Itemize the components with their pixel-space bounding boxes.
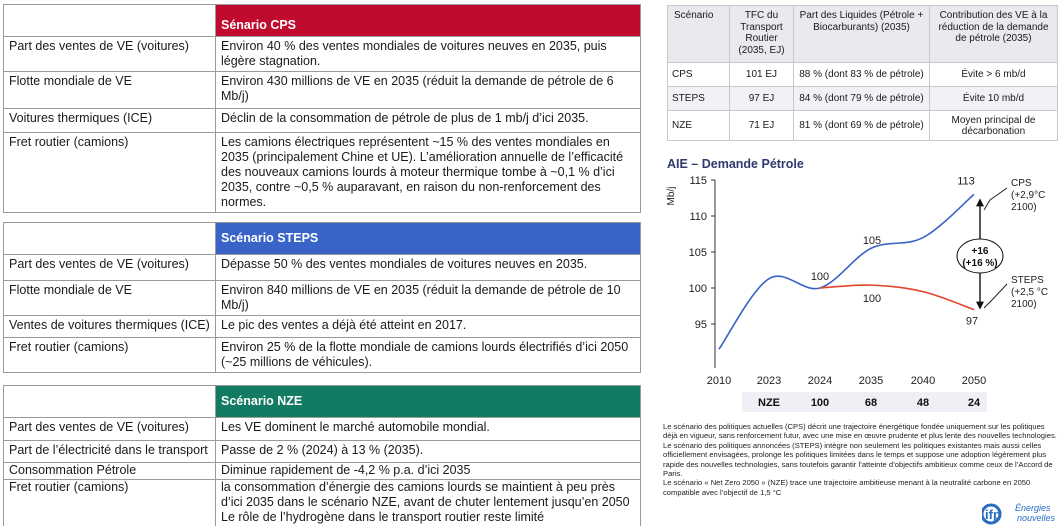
nze-row-value: la consommation d’énergie des camions lourds se maintient à peu près d’ici 2035 dans le scénario NZE, avant de chuter lentement jusqu’en 2050 Le rôle de l’hydrogène dans le transport routier reste limité bbox=[216, 480, 641, 526]
steps-row-key: Flotte mondiale de VE bbox=[4, 281, 216, 316]
data-label: 100 bbox=[862, 293, 882, 305]
comparison-cell: 101 EJ bbox=[730, 63, 794, 87]
cps-row-key: Flotte mondiale de VE bbox=[4, 72, 216, 109]
steps-row-key: Fret routier (camions) bbox=[4, 338, 216, 373]
cps-row-key: Fret routier (camions) bbox=[4, 133, 216, 213]
series-label-cps: CPS bbox=[1011, 178, 1032, 189]
comparison-header: TFC du Transport Routier (2035, EJ) bbox=[730, 6, 794, 63]
cps-row-value: Les camions électriques représentent ~15 % des ventes mondiales en 2035 (principalement Chine et UE). L’amélioration annuelle de l’efficacité des nouveaux camions lourds à moteur thermique tombe à ~0,1 % d’ici 2035, contre ~0,5 % auparavant, en raison du non-renforcement des normes. bbox=[216, 133, 641, 213]
y-tick-label: 100 bbox=[688, 283, 707, 295]
note-nze: Le scénario « Net Zero 2050 » (NZE) trace une trajectoire ambitieuse menant à la neutralité carbone en 2050 compatible avec l’objectif de 1,5 °C bbox=[663, 478, 1031, 497]
series-label-steps: (+2,5 °C bbox=[1011, 287, 1049, 298]
gap-arrow-head-icon bbox=[976, 302, 984, 310]
nze-row-value: 24 bbox=[967, 397, 981, 409]
y-tick-label: 110 bbox=[689, 211, 707, 223]
scenario-notes bbox=[663, 422, 1058, 497]
nze-header: Scénario NZE bbox=[216, 386, 641, 418]
x-tick-label: 2050 bbox=[961, 375, 987, 387]
comparison-header: Contribution des VE à la réduction de la demande de pétrole (2035) bbox=[930, 6, 1058, 63]
y-axis-label: Mb/j bbox=[666, 186, 677, 206]
cps-row-value: Environ 40 % des ventes mondiales de voitures neuves en 2035, puis légère stagnation. bbox=[216, 37, 641, 72]
nze-row-value: 48 bbox=[916, 397, 930, 409]
nze-row-key: Fret routier (camions) bbox=[4, 480, 216, 526]
series-label-steps: 2100) bbox=[1011, 299, 1037, 310]
comparison-cell: 97 EJ bbox=[730, 87, 794, 111]
logo-mark: ifp bbox=[985, 507, 1001, 522]
steps-header: Scénario STEPS bbox=[216, 223, 641, 255]
comparison-cell: NZE bbox=[668, 111, 730, 141]
gap-annotation-value: +16 bbox=[971, 246, 989, 257]
steps-row-value: Environ 25 % de la flotte mondiale de camions lourds électrifiés d’ici 2050 (~25 millions de véhicules). bbox=[216, 338, 641, 373]
cps-row-key: Part des ventes de VE (voitures) bbox=[4, 37, 216, 72]
series-label-steps: STEPS bbox=[1011, 275, 1044, 286]
nze-row-value: Les VE dominent le marché automobile mondial. bbox=[216, 418, 641, 441]
cps-row-value: Environ 430 millions de VE en 2035 (réduit la demande de pétrole de 6 Mb/j) bbox=[216, 72, 641, 109]
series-label-cps: 2100) bbox=[1011, 202, 1037, 213]
y-tick-label: 115 bbox=[689, 175, 707, 187]
steps-row-value: Environ 840 millions de VE en 2035 (réduit la demande de pétrole de 10 Mb/j) bbox=[216, 281, 641, 316]
comparison-cell: 88 % (dont 83 % de pétrole) bbox=[794, 63, 930, 87]
comparison-cell: CPS bbox=[668, 63, 730, 87]
chart-title: AIE – Demande Pétrole bbox=[667, 157, 804, 171]
nze-row-label: NZE bbox=[758, 397, 780, 409]
cps-row-key: Voitures thermiques (ICE) bbox=[4, 109, 216, 133]
nze-row-key: Consommation Pétrole bbox=[4, 463, 216, 480]
x-tick-label: 2023 bbox=[756, 375, 782, 387]
logo-line2: nouvelles bbox=[1017, 513, 1056, 523]
series-line-cps bbox=[719, 194, 974, 349]
steps-row-value: Dépasse 50 % des ventes mondiales de voitures neuves en 2035. bbox=[216, 255, 641, 281]
nze-row-value: 100 bbox=[810, 397, 830, 409]
nze-row-key: Part de l’électricité dans le transport bbox=[4, 441, 216, 463]
logo-line1: Énergies bbox=[1015, 503, 1051, 513]
comparison-cell: 71 EJ bbox=[730, 111, 794, 141]
nze-row-value: Diminue rapidement de -4,2 % p.a. d’ici 2035 bbox=[216, 463, 641, 480]
comparison-header: Part des Liquides (Pétrole + Biocarburants) (2035) bbox=[794, 6, 930, 63]
gap-annotation-percent: (+16 %) bbox=[962, 258, 998, 269]
nze-row-value: Passe de 2 % (2024) à 13 % (2035). bbox=[216, 441, 641, 463]
ifp-logo bbox=[982, 500, 1058, 526]
data-label: 113 bbox=[957, 175, 975, 188]
series-label-connector bbox=[984, 188, 1007, 210]
comparison-cell: Moyen principal de décarbonation bbox=[930, 111, 1058, 141]
comparison-cell: 81 % (dont 69 % de pétrole) bbox=[794, 111, 930, 141]
comparison-cell: Évite > 6 mb/d bbox=[930, 63, 1058, 87]
gap-arrow-head-icon bbox=[976, 198, 984, 206]
steps-row-key: Part des ventes de VE (voitures) bbox=[4, 255, 216, 281]
y-tick-label: 105 bbox=[688, 247, 707, 259]
steps-row-key: Ventes de voitures thermiques (ICE) bbox=[4, 316, 216, 338]
comparison-cell: STEPS bbox=[668, 87, 730, 111]
cps-row-value: Déclin de la consommation de pétrole de plus de 1 mb/j d’ici 2035. bbox=[216, 109, 641, 133]
cps-header: Sénario CPS bbox=[216, 5, 641, 37]
data-label: 105 bbox=[862, 235, 882, 247]
data-label: 100 bbox=[810, 271, 830, 283]
note-cps: Le scénario des politiques actuelles (CPS) décrit une trajectoire énergétique fondée uniquement sur les politiques déjà en vigueur, sans renforcement futur, avec une mise en œuvre prudente et plus lente des nouvelles technologies. bbox=[663, 422, 1057, 441]
comparison-cell: 84 % (dont 79 % de pétrole) bbox=[794, 87, 930, 111]
comparison-header: Scénario bbox=[668, 6, 730, 63]
comparison-cell: Évite 10 mb/d bbox=[930, 87, 1058, 111]
note-steps: Le scénario des politiques annoncées (STEPS) intègre non seulement les politiques existantes mais aussi celles officiellement envisagées, prolonge les politiques limitées dans le temps et suppose une adoption légèrement plus rapide des nouvelles technologies, sans toutefois garantir l’atteinte d’objectifs ambitieux comme ceux de l’Accord de Paris. bbox=[663, 440, 1053, 479]
x-tick-label: 2010 bbox=[706, 375, 732, 387]
steps-row-value: Le pic des ventes a déjà été atteint en 2017. bbox=[216, 316, 641, 338]
x-tick-label: 2024 bbox=[807, 375, 833, 387]
nze-row-value: 68 bbox=[864, 397, 878, 409]
series-line-steps bbox=[820, 285, 974, 310]
series-label-connector bbox=[984, 284, 1007, 308]
series-label-cps: (+2,9°C bbox=[1011, 190, 1046, 201]
data-label: 97 bbox=[965, 315, 979, 328]
y-tick-label: 95 bbox=[694, 319, 707, 331]
x-tick-label: 2035 bbox=[858, 375, 884, 387]
nze-row-key: Part des ventes de VE (voitures) bbox=[4, 418, 216, 441]
x-tick-label: 2040 bbox=[910, 375, 936, 387]
